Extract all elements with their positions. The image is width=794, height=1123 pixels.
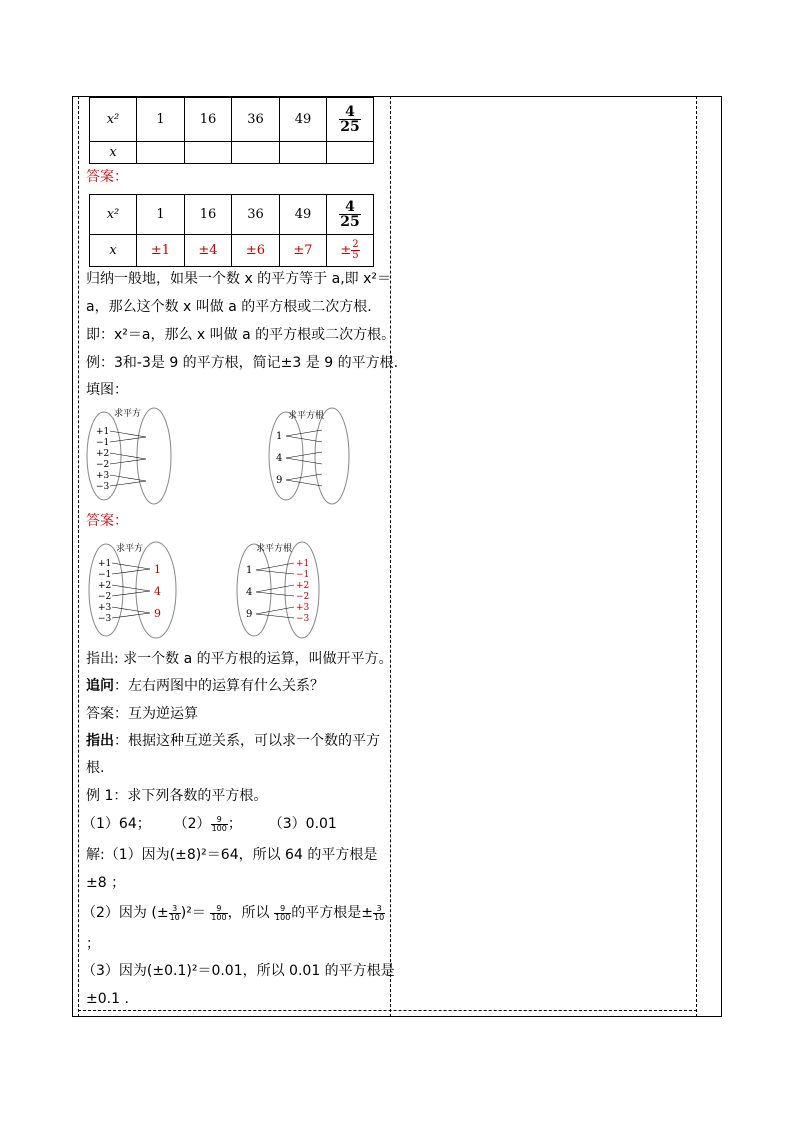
dashed-border-left xyxy=(78,96,79,1017)
table-cell-empty[interactable] xyxy=(137,142,185,164)
table-cell: 1 xyxy=(137,195,185,235)
diagram-label: −3 xyxy=(96,482,110,492)
text-line: a，那么这个数 x 叫做 a 的平方根或二次方根. xyxy=(86,299,372,315)
square-root-mapping-diagram xyxy=(266,404,356,508)
x2-label: x² xyxy=(90,195,137,235)
answer-cell: ±4 xyxy=(185,235,232,267)
text-line: 根. xyxy=(86,760,105,776)
diagram-answer-label: +1 xyxy=(296,559,310,569)
diagram-label: 9 xyxy=(276,475,283,486)
dashed-border-right xyxy=(696,96,697,1017)
dashed-border-bottom xyxy=(78,1010,697,1011)
answer-cell: ±7 xyxy=(280,235,327,267)
answer-label: 答案： xyxy=(86,513,128,529)
diagram-title: 求平方根 xyxy=(288,411,325,421)
table-cell-empty[interactable] xyxy=(327,142,374,164)
text-line: 填图： xyxy=(86,382,128,398)
text-line: 归纳一般地，如果一个数 x 的平方等于 a,即 x²＝ xyxy=(86,271,392,287)
x-label: x xyxy=(90,142,137,164)
diagram-label: +1 xyxy=(96,427,110,437)
text-line: 即：x²＝a，那么 x 叫做 a 的平方根或二次方根。 xyxy=(86,327,396,343)
dashed-column-divider xyxy=(390,96,391,1017)
table-cell: $\frac{4}{25}$ xyxy=(327,98,374,142)
text-line: （3）因为(±0.1)²＝0.01，所以 0.01 的平方根是 xyxy=(82,963,395,979)
text-line: ±0.1 . xyxy=(86,991,129,1007)
square-root-mapping-diagram-answer xyxy=(232,538,328,642)
x-label: x xyxy=(90,235,137,267)
table-cell: 36 xyxy=(232,195,280,235)
text-line: 指出: 求一个数 a 的平方根的运算，叫做开平方。 xyxy=(86,651,393,667)
diagram-label: +3 xyxy=(98,603,112,613)
table-cell-empty[interactable] xyxy=(280,142,327,164)
answer-cell: ±1 xyxy=(137,235,185,267)
diagram-answer-label: −3 xyxy=(296,614,310,624)
text-line: 追问：左右两图中的运算有什么关系？ xyxy=(86,678,324,694)
square-table-blank xyxy=(89,97,374,164)
table-cell: 49 xyxy=(280,98,327,142)
diagram-answer-label: +3 xyxy=(296,603,310,613)
diagram-title: 求平方根 xyxy=(256,544,293,554)
diagram-answer-label: 4 xyxy=(154,585,161,598)
diagram-label: 4 xyxy=(246,587,253,598)
square-mapping-diagram xyxy=(84,404,184,508)
text-line: 解:（1）因为(±8)²＝64，所以 64 的平方根是 xyxy=(86,847,378,863)
text-line: 例 1：求下列各数的平方根。 xyxy=(86,788,268,804)
table-cell: 16 xyxy=(185,195,232,235)
diagram-answer-label: 1 xyxy=(154,563,161,576)
diagram-answer-label: −2 xyxy=(296,592,310,602)
diagram-label: +1 xyxy=(98,559,112,569)
diagram-label: +2 xyxy=(98,581,112,591)
square-table-answer xyxy=(89,194,374,267)
diagram-label: 4 xyxy=(276,453,283,464)
table-cell: 36 xyxy=(232,98,280,142)
diagram-label: +2 xyxy=(96,449,110,459)
text-line: ±8 ； xyxy=(86,875,126,891)
diagram-answer-label: 9 xyxy=(154,607,161,620)
table-cell: 1 xyxy=(137,98,185,142)
diagram-label: +3 xyxy=(96,471,110,481)
solution-line-2: （2）因为 (± $\frac{3}{10}$ )²＝ $\frac{9}{100}$ ，所以 $\frac{9}{100}$ 的平方根是± $\frac{3}{10}$ xyxy=(82,903,385,922)
diagram-title: 求平方 xyxy=(114,409,142,419)
text-line: 指出：根据这种互逆关系，可以求一个数的平方 xyxy=(86,733,380,749)
diagram-label: 1 xyxy=(276,431,283,442)
table-cell-empty[interactable] xyxy=(185,142,232,164)
answer-cell: ± $\frac{2}{5}$ xyxy=(327,235,374,267)
table-cell: 49 xyxy=(280,195,327,235)
diagram-label: 9 xyxy=(246,609,253,620)
text-line: 答案：互为逆运算 xyxy=(86,706,198,722)
diagram-answer-label: −1 xyxy=(296,570,310,580)
x2-label: x² xyxy=(90,98,137,142)
answer-label: 答案： xyxy=(86,169,128,185)
diagram-label: −1 xyxy=(98,570,112,580)
example-items: （1）64； （2） $\frac{9}{100}$ ； （3）0.01 xyxy=(82,814,337,833)
answer-cell: ±6 xyxy=(232,235,280,267)
diagram-label: −3 xyxy=(98,614,112,624)
table-cell: $\frac{4}{25}$ xyxy=(327,195,374,235)
text-line: 例：3和-3是 9 的平方根，简记±3 是 9 的平方根. xyxy=(86,355,399,371)
diagram-label: −2 xyxy=(98,592,112,602)
square-mapping-diagram-answer xyxy=(86,538,186,642)
diagram-title: 求平方 xyxy=(116,544,144,554)
table-cell: 16 xyxy=(185,98,232,142)
diagram-answer-label: +2 xyxy=(296,581,310,591)
diagram-label: −1 xyxy=(96,438,110,448)
table-cell-empty[interactable] xyxy=(232,142,280,164)
diagram-label: −2 xyxy=(96,460,110,470)
diagram-label: 1 xyxy=(246,565,253,576)
text-line: ； xyxy=(86,936,100,952)
